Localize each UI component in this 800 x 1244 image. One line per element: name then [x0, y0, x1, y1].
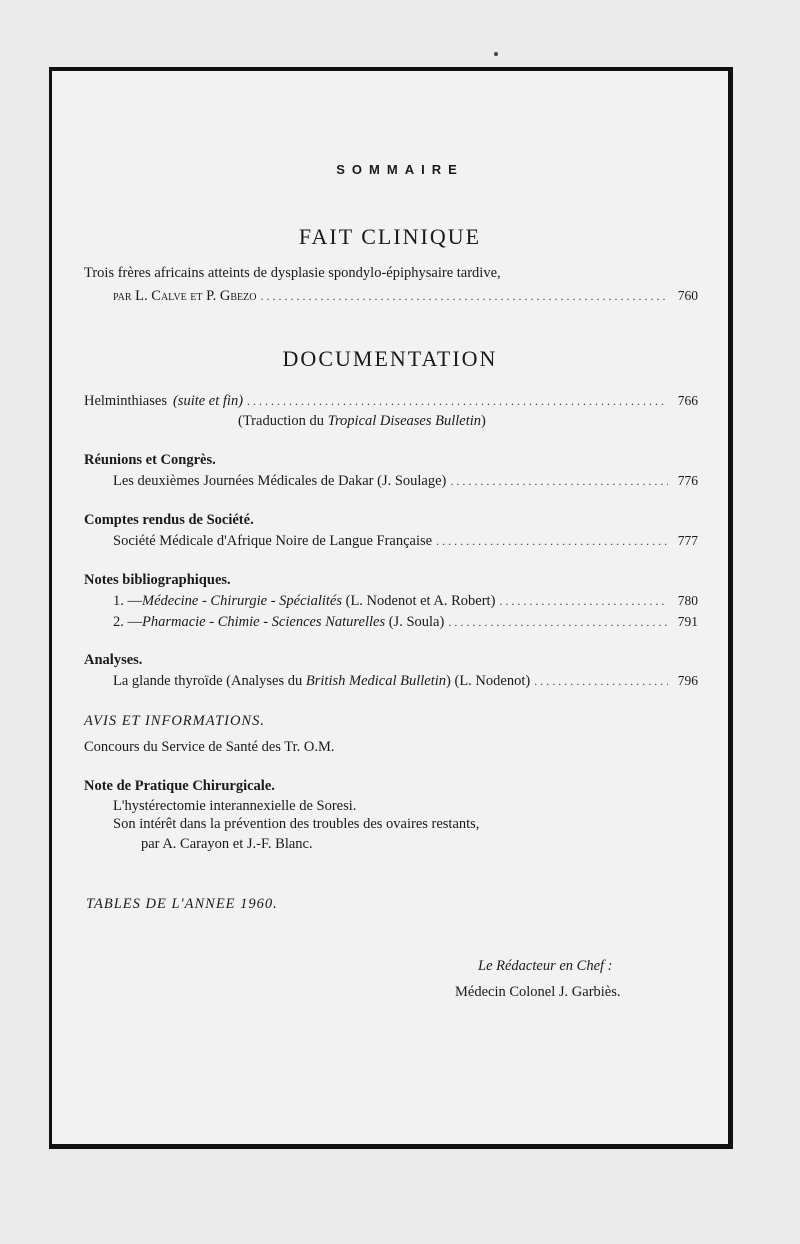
item-authors: (J. Soula)	[385, 614, 445, 630]
heading-reunions: Réunions et Congrès.	[84, 452, 216, 468]
entry-helminthiases-note	[238, 413, 486, 430]
page-number: 796	[677, 673, 698, 688]
print-speck	[494, 52, 498, 56]
entry-reunions	[113, 473, 698, 490]
page-number: 780	[677, 593, 698, 608]
note-close: )	[481, 413, 486, 429]
note-text: (Traduction du	[238, 413, 328, 429]
entry-hysterectomie-authors: par A. Carayon et J.-F. Blanc.	[141, 836, 313, 852]
signature-role: Le Rédacteur en Chef :	[478, 958, 613, 974]
entry-analyses	[113, 673, 698, 690]
entry-trois-freres-line2	[113, 288, 698, 305]
page-number: 791	[677, 614, 698, 629]
entry-helminthiases	[84, 393, 698, 410]
entry-subtitle: (suite et fin)	[172, 393, 244, 409]
note-source: Tropical Diseases Bulletin	[327, 413, 482, 429]
entry-text: Les deuxièmes Journées Médicales de Dakar (J. Soulage)	[113, 473, 447, 489]
item-number: 1. —	[113, 593, 142, 609]
heading-pratique-chirurgicale: Note de Pratique Chirurgicale.	[84, 778, 275, 794]
entry-authors: ) (L. Nodenot)	[446, 673, 531, 689]
section-title-documentation: DOCUMENTATION	[282, 346, 498, 371]
entry-comptes-rendus	[113, 533, 698, 550]
entry-text: Société Médicale d'Afrique Noire de Langue Française	[113, 533, 433, 549]
item-title: Médecine - Chirurgie - Spécialités	[142, 593, 342, 609]
page-number: 760	[677, 288, 698, 303]
entry-notes-item-2	[113, 614, 698, 631]
entry-title: Helminthiases	[84, 393, 167, 409]
item-authors: (L. Nodenot et A. Robert)	[341, 593, 496, 609]
entry-concours: Concours du Service de Santé des Tr. O.M.	[84, 739, 335, 755]
entry-authors: par L. Calve et P. Gbezo	[113, 288, 257, 304]
signature-name: Médecin Colonel J. Garbiès.	[455, 984, 621, 1000]
heading-analyses: Analyses.	[84, 652, 143, 668]
section-title-fait-clinique: FAIT CLINIQUE	[298, 224, 482, 249]
leader-dots	[499, 594, 668, 609]
entry-trois-freres-line1: Trois frères africains atteints de dysplasie spondylo-épiphysaire tardive,	[84, 265, 501, 281]
entry-hysterectomie-line1: L'hystérectomie interannexielle de Soresi.	[113, 798, 357, 814]
leader-dots	[448, 615, 668, 630]
heading-comptes-rendus: Comptes rendus de Société.	[84, 512, 254, 528]
page-number: 776	[677, 473, 698, 488]
leader-dots	[450, 474, 668, 489]
leader-dots	[247, 394, 668, 409]
sommaire-heading: SOMMAIRE	[336, 162, 464, 177]
leader-dots	[534, 674, 668, 689]
heading-notes-bibliographiques: Notes bibliographiques.	[84, 572, 231, 588]
leader-dots	[436, 534, 668, 549]
tables-annee: TABLES DE L'ANNEE 1960.	[86, 896, 278, 912]
item-number: 2. —	[113, 614, 142, 630]
heading-avis: AVIS ET INFORMATIONS.	[84, 713, 265, 729]
entry-source: British Medical Bulletin	[305, 673, 447, 689]
entry-hysterectomie-line2: Son intérêt dans la prévention des troubles des ovaires restants,	[113, 816, 480, 832]
page-number: 766	[677, 393, 698, 408]
leader-dots	[260, 289, 668, 304]
entry-notes-item-1	[113, 593, 698, 610]
item-title: Pharmacie - Chimie - Sciences Naturelles	[142, 614, 386, 630]
entry-text: La glande thyroïde (Analyses du	[113, 673, 306, 689]
page-number: 777	[677, 533, 698, 548]
